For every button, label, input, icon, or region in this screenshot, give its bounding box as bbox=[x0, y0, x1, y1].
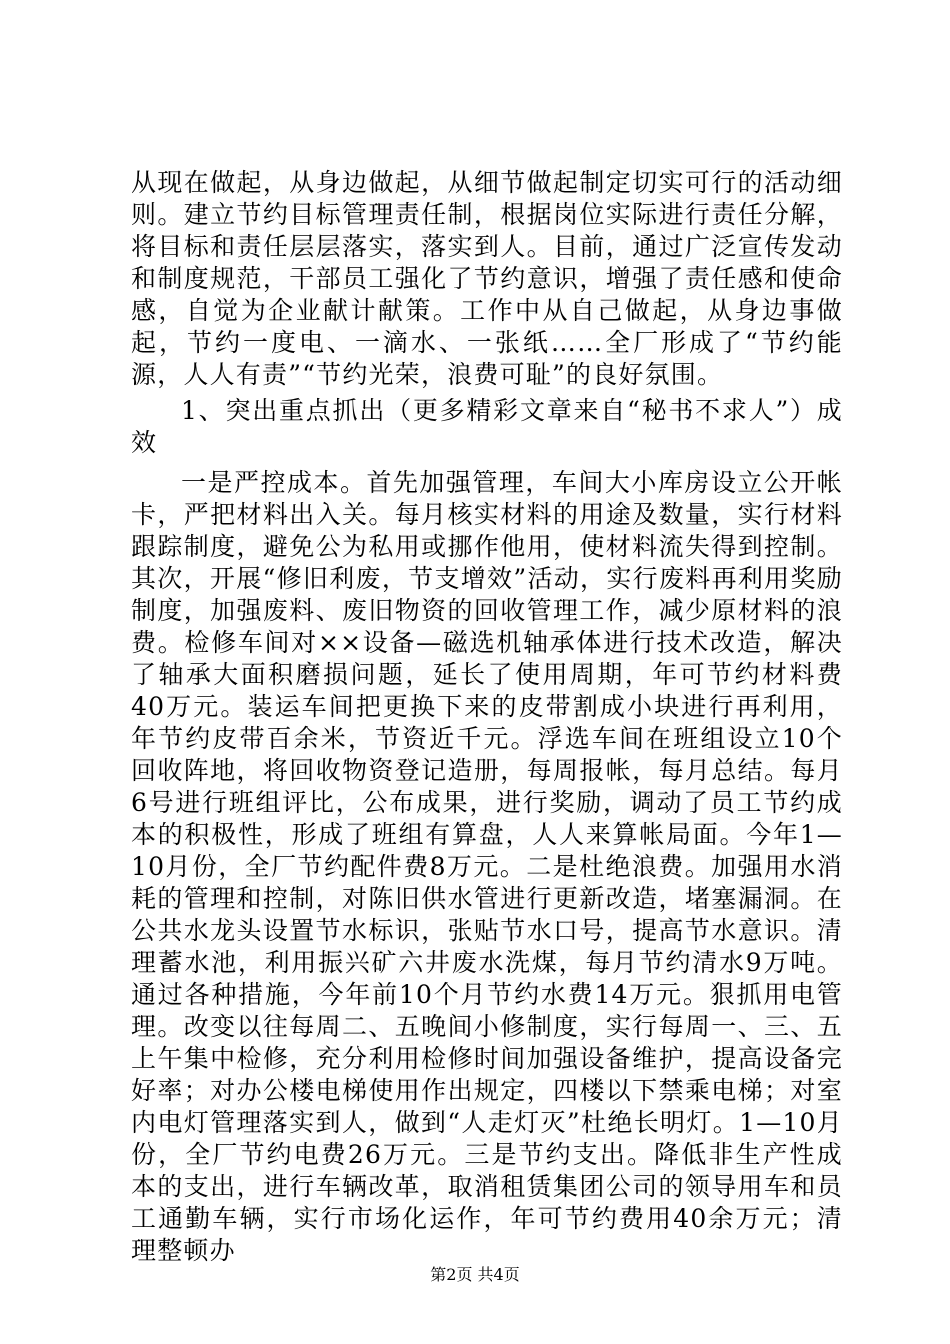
paragraph-intro: 从现在做起，从身边做起，从细节做起制定切实可行的活动细则。建立节约目标管理责任制，根据岗位实际进行责任分解，将目标和责任层层落实，落实到人。目前，通过广泛宣传发动和制度规范，干部员工强化了节约意识，增强了责任感和使命感，自觉为企业献计献策。工作中从自己做起，从身边事做起，节约一度电、一滴水、一张纸……全厂形成了“节约能源，人人有责”“节约光荣，浪费可耻”的良好氛围。 bbox=[131, 168, 843, 389]
page-number-footer: 第2页 共4页 bbox=[430, 1265, 520, 1284]
document-body bbox=[131, 167, 843, 1267]
paragraph-details: 一是严控成本。首先加强管理，车间大小库房设立公开帐卡，严把材料出入关。每月核实材料的用途及数量，实行材料跟踪制度，避免公为私用或挪作他用，使材料流失得到控制。其次，开展“修旧利废，节支增效”活动，实行废料再利用奖励制度，加强废料、废旧物资的回收管理工作，减少原材料的浪费。检修车间对××设备—磁选机轴承体进行技术改造，解决了轴承大面积磨损问题，延长了使用周期，年可节约材料费40万元。装运车间把更换下来的皮带割成小块进行再利用，年节约皮带百余米，节资近千元。浮选车间在班组设立10个回收阵地，将回收物资登记造册，每周报帐，每月总结。每月6号进行班组评比，公布成果，进行奖励，调动了员工节约成本的积极性，形成了班组有算盘，人人来算帐局面。今年1—10月份，全厂节约配件费8万元。二是杜绝浪费。加强用水消耗的管理和控制，对陈旧供水管进行更新改造，堵塞漏洞。在公共水龙头设置节水标识，张贴节水口号，提高节水意识。清理蓄水池，利用振兴矿六井废水洗煤，每月节约清水9万吨。通过各种措施，今年前10个月节约水费14万元。狠抓用电管理。改变以往每周二、五晚间小修制度，实行每周一、三、五上午集中检修，充分利用检修时间加强设备维护，提高设备完好率；对办公楼电梯使用作出规定，四楼以下禁乘电梯；对室内电灯管理落实到人，做到“人走灯灭”杜绝长明灯。1—10月份，全厂节约电费26万元。三是节约支出。降低非生产性成本的支出，进行车辆改革，取消租赁集团公司的领导用车和员工通勤车辆，实行市场化运作，年可节约费用40余万元；清理整顿办 bbox=[131, 468, 843, 1265]
section-heading: 1、突出重点抓出（更多精彩文章来自“秘书不求人”）成效 bbox=[131, 396, 843, 457]
